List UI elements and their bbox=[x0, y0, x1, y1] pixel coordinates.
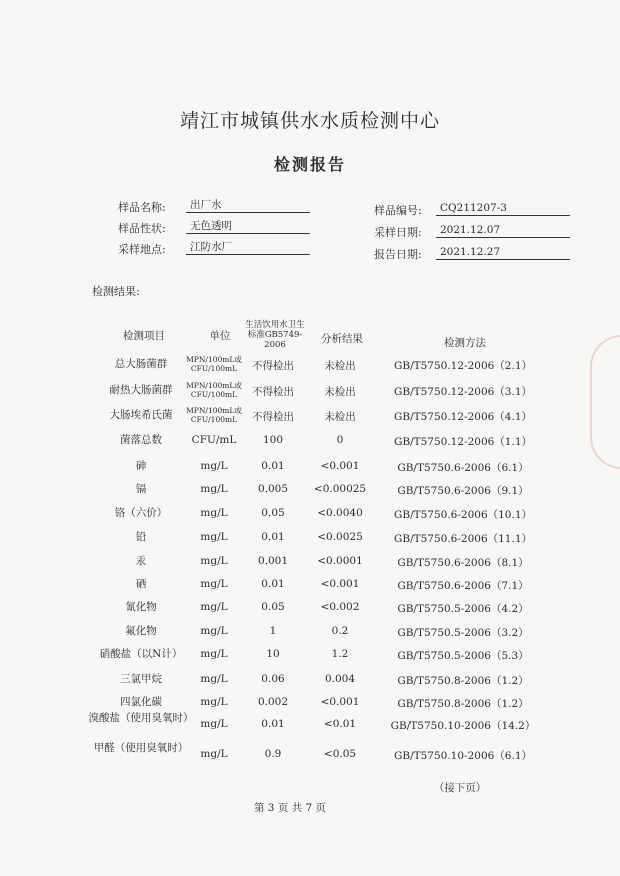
row-16-unit: mg/L bbox=[200, 718, 228, 730]
report-title: 检测报告 bbox=[273, 155, 346, 174]
row-9-item: 汞 bbox=[135, 555, 147, 567]
sample-name-value: 出厂水 bbox=[186, 198, 310, 213]
row-6-method: GB/T5750.6-2006（9.1） bbox=[397, 485, 529, 497]
row-13-result: 1.2 bbox=[331, 648, 349, 660]
row-10-method: GB/T5750.6-2006（7.1） bbox=[397, 580, 529, 592]
row-1-standard: 不得检出 bbox=[252, 360, 294, 372]
row-11-result: <0.002 bbox=[320, 601, 360, 613]
row-5-unit: mg/L bbox=[200, 460, 228, 472]
row-9-standard: 0.001 bbox=[257, 555, 289, 567]
row-14-unit: mg/L bbox=[200, 673, 228, 685]
row-17-unit: mg/L bbox=[200, 748, 228, 760]
row-2-item: 耐热大肠菌群 bbox=[109, 384, 173, 396]
row-4-item: 菌落总数 bbox=[120, 434, 162, 446]
row-6-unit: mg/L bbox=[200, 483, 228, 495]
sample-no-label: 样品编号: bbox=[374, 204, 422, 217]
page-number: 第 3 页 共 7 页 bbox=[253, 802, 327, 814]
row-3-method: GB/T5750.12-2006（4.1） bbox=[393, 411, 533, 423]
row-13-unit: mg/L bbox=[200, 648, 228, 660]
row-16-item: 溴酸盐（使用臭氧时） bbox=[88, 712, 194, 724]
row-9-result: <0.0001 bbox=[317, 555, 363, 567]
row-14-method: GB/T5750.8-2006（1.2） bbox=[397, 675, 529, 687]
row-12-method: GB/T5750.5-2006（3.2） bbox=[397, 627, 529, 639]
row-12-item: 氟化物 bbox=[125, 625, 157, 637]
organization-name: 靖江市城镇供水水质检测中心 bbox=[179, 110, 440, 132]
row-11-standard: 0.05 bbox=[261, 601, 285, 613]
row-2-unit: MPN/100mL或CFU/100mL bbox=[186, 381, 242, 399]
report-date-label: 报告日期: bbox=[374, 248, 422, 261]
row-10-unit: mg/L bbox=[200, 578, 228, 590]
row-17-method: GB/T5750.10-2006（6.1） bbox=[393, 750, 533, 762]
sample-nature-value: 无色透明 bbox=[186, 219, 310, 234]
row-4-method: GB/T5750.12-2006（1.1） bbox=[393, 436, 533, 448]
row-2-method: GB/T5750.12-2006（3.1） bbox=[393, 386, 533, 398]
header-item: 检测项目 bbox=[123, 330, 165, 342]
row-10-item: 硒 bbox=[135, 578, 147, 590]
sampling-place-value: 江防水厂 bbox=[186, 240, 310, 255]
row-12-standard: 1 bbox=[269, 625, 277, 637]
row-8-unit: mg/L bbox=[200, 531, 228, 543]
row-10-result: <0.001 bbox=[320, 578, 360, 590]
row-4-standard: 100 bbox=[262, 434, 284, 446]
row-10-standard: 0.01 bbox=[261, 578, 285, 590]
row-3-result: 未检出 bbox=[324, 411, 356, 423]
continued-note: （接下页） bbox=[433, 782, 487, 794]
row-7-standard: 0.05 bbox=[261, 507, 285, 519]
row-15-result: <0.001 bbox=[320, 696, 360, 708]
seal-stamp bbox=[590, 335, 620, 469]
row-14-result: 0.004 bbox=[324, 673, 356, 685]
row-17-standard: 0.9 bbox=[264, 748, 282, 760]
row-17-item: 甲醛（使用臭氧时） bbox=[93, 742, 189, 754]
row-17-result: <0.05 bbox=[323, 748, 357, 760]
row-16-result: <0.01 bbox=[323, 718, 357, 730]
row-16-standard: 0.01 bbox=[261, 718, 285, 730]
row-1-item: 总大肠菌群 bbox=[114, 358, 168, 370]
row-1-method: GB/T5750.12-2006（2.1） bbox=[393, 360, 533, 372]
header-method: 检测方法 bbox=[444, 337, 486, 349]
row-6-result: <0.00025 bbox=[313, 483, 367, 495]
results-label: 检测结果: bbox=[92, 285, 140, 298]
row-11-unit: mg/L bbox=[200, 601, 228, 613]
row-12-unit: mg/L bbox=[200, 625, 228, 637]
sampling-place-label: 采样地点: bbox=[118, 243, 166, 256]
row-9-unit: mg/L bbox=[200, 555, 228, 567]
row-13-standard: 10 bbox=[266, 648, 280, 660]
sample-no-value: CQ211207-3 bbox=[436, 201, 570, 216]
row-14-item: 三氯甲烷 bbox=[120, 673, 162, 685]
row-6-standard: 0.005 bbox=[257, 483, 289, 495]
sampling-date-label: 采样日期: bbox=[374, 226, 422, 239]
row-4-result: 0 bbox=[336, 434, 344, 446]
row-14-standard: 0.06 bbox=[261, 673, 285, 685]
sampling-date-value: 2021.12.07 bbox=[436, 223, 570, 238]
row-15-standard: 0.002 bbox=[257, 696, 289, 708]
row-15-item: 四氯化碳 bbox=[120, 696, 162, 708]
row-8-item: 铅 bbox=[135, 531, 147, 543]
row-5-standard: 0.01 bbox=[261, 460, 285, 472]
row-15-unit: mg/L bbox=[200, 696, 228, 708]
row-3-unit: MPN/100mL或CFU/100mL bbox=[186, 406, 242, 424]
row-16-method: GB/T5750.10-2006（14.2） bbox=[390, 720, 536, 732]
header-result: 分析结果 bbox=[321, 333, 363, 345]
row-7-result: <0.0040 bbox=[317, 507, 363, 519]
row-8-result: <0.0025 bbox=[317, 531, 363, 543]
row-2-standard: 不得检出 bbox=[252, 386, 294, 398]
row-8-standard: 0.01 bbox=[261, 531, 285, 543]
row-8-method: GB/T5750.6-2006（11.1） bbox=[393, 533, 533, 545]
row-7-unit: mg/L bbox=[200, 507, 228, 519]
report-date-value: 2021.12.27 bbox=[436, 245, 570, 260]
row-13-item: 硝酸盐（以N计） bbox=[99, 648, 183, 660]
row-11-method: GB/T5750.5-2006（4.2） bbox=[397, 603, 529, 615]
header-unit: 单位 bbox=[209, 330, 231, 342]
row-3-standard: 不得检出 bbox=[252, 411, 294, 423]
sample-nature-label: 样品性状: bbox=[118, 222, 166, 235]
row-4-unit: CFU/mL bbox=[191, 434, 237, 446]
header-standard: 生活饮用水卫生标准GB5749-2006 bbox=[245, 320, 305, 350]
row-7-method: GB/T5750.6-2006（10.1） bbox=[393, 509, 533, 521]
row-1-unit: MPN/100mL或CFU/100mL bbox=[186, 355, 242, 373]
row-3-item: 大肠埃希氏菌 bbox=[109, 409, 173, 421]
row-11-item: 氰化物 bbox=[125, 601, 157, 613]
row-5-item: 砷 bbox=[135, 460, 147, 472]
row-1-result: 未检出 bbox=[324, 360, 356, 372]
row-7-item: 铬（六价） bbox=[114, 507, 168, 519]
row-13-method: GB/T5750.5-2006（5.3） bbox=[397, 650, 529, 662]
row-5-result: <0.001 bbox=[320, 460, 360, 472]
row-5-method: GB/T5750.6-2006（6.1） bbox=[397, 462, 529, 474]
row-9-method: GB/T5750.6-2006（8.1） bbox=[397, 557, 529, 569]
row-12-result: 0.2 bbox=[331, 625, 349, 637]
sample-name-label: 样品名称: bbox=[118, 201, 166, 214]
row-15-method: GB/T5750.8-2006（1.2） bbox=[397, 698, 529, 710]
row-2-result: 未检出 bbox=[324, 386, 356, 398]
row-6-item: 镉 bbox=[135, 483, 147, 495]
